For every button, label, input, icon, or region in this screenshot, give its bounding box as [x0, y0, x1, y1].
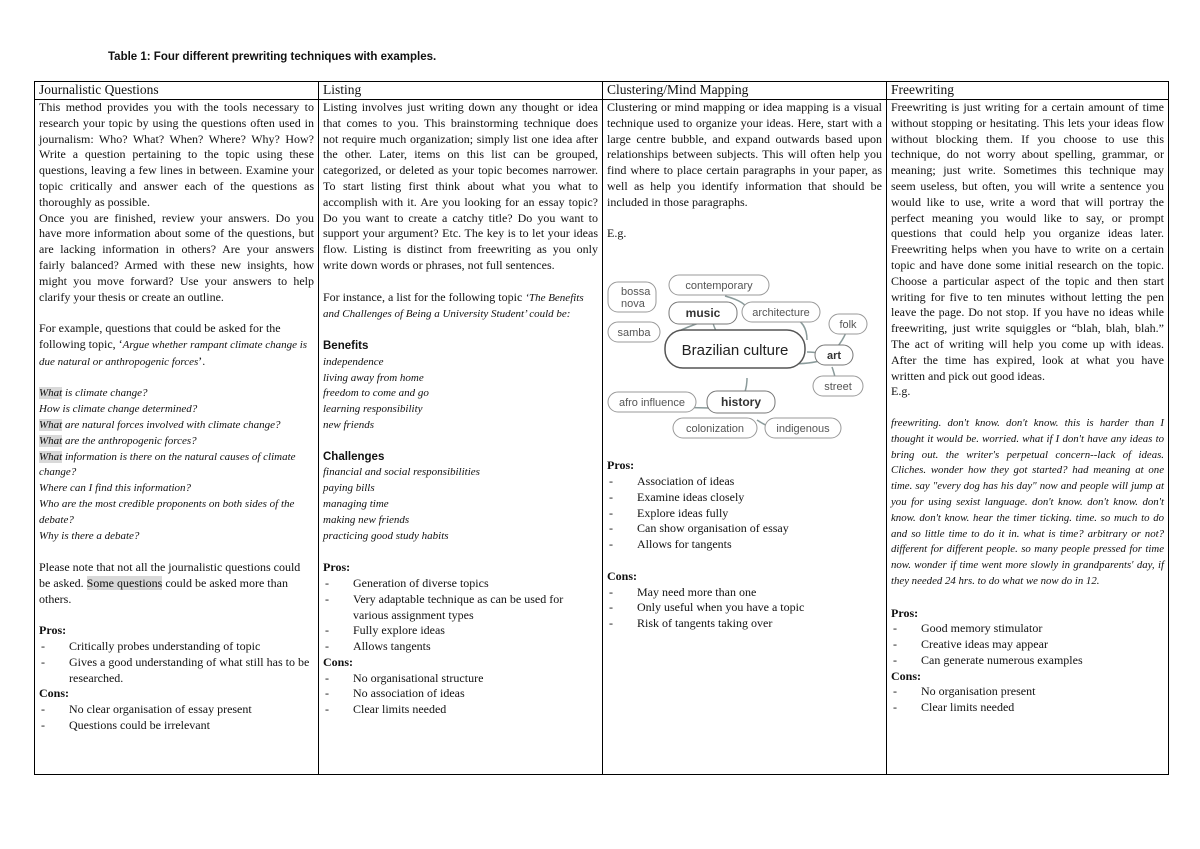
- listing-cell: [319, 100, 603, 775]
- pros-list: [607, 474, 882, 553]
- list-item: - Very adaptable technique as can be used for various assignment types: [323, 592, 598, 624]
- journalistic-example: For example, questions that could be asked for the following topic, ‘Argue whether rampant climate change is due natural or anthropogenic forces’.: [39, 321, 308, 368]
- question-list: [39, 386, 314, 544]
- list-item: - Only useful when you have a topic: [607, 600, 882, 616]
- cons-label: Cons:: [891, 668, 922, 683]
- list-item: living away from home: [323, 371, 424, 384]
- list-item: - No association of ideas: [323, 686, 598, 702]
- list-item: paying bills: [323, 482, 375, 495]
- node-indigenous: indigenous: [776, 423, 830, 436]
- benefits-label: Benefits: [323, 339, 369, 352]
- cons-list: [323, 671, 598, 718]
- list-item: - Questions could be irrelevant: [39, 718, 314, 734]
- list-item: independence: [323, 355, 384, 368]
- cons-label: Cons:: [323, 654, 354, 669]
- header-freewriting: Freewriting: [887, 82, 1169, 100]
- question-item: What is climate change?: [39, 387, 148, 400]
- question-item: What are the anthropogenic forces?: [39, 434, 197, 447]
- pros-list: [39, 639, 314, 686]
- question-item: Why is there a debate?: [39, 529, 140, 542]
- pros-list: [323, 576, 598, 655]
- question-item: What information is there on the natural causes of climate change?: [39, 450, 296, 479]
- list-item: new friends: [323, 418, 375, 431]
- list-item: - Generation of diverse topics: [323, 576, 598, 592]
- list-item: - Good memory stimulator: [891, 621, 1164, 637]
- node-art: art: [826, 350, 842, 363]
- list-item: financial and social responsibilities: [323, 466, 480, 479]
- mind-map-diagram: [607, 272, 879, 442]
- list-item: - May need more than one: [607, 585, 882, 601]
- list-item: - Clear limits needed: [891, 700, 1164, 716]
- header-journalistic: Journalistic Questions: [35, 82, 319, 100]
- list-item: - Allows tangents: [323, 639, 598, 655]
- list-item: freedom to come and go: [323, 387, 429, 400]
- list-item: managing time: [323, 497, 389, 510]
- node-nova: nova: [621, 298, 645, 311]
- question-item: Who are the most credible proponents on both sides of the debate?: [39, 497, 295, 526]
- header-listing: Listing: [319, 82, 603, 100]
- pros-label: Pros:: [891, 605, 919, 620]
- freewriting-eg: E.g.: [891, 384, 911, 399]
- node-samba: samba: [617, 327, 651, 340]
- node-architecture: architecture: [752, 307, 810, 320]
- question-item: What are natural forces involved with climate change?: [39, 418, 281, 431]
- node-colonization: colonization: [685, 423, 745, 436]
- challenges-label: Challenges: [323, 450, 385, 463]
- node-history: history: [720, 395, 762, 410]
- freewriting-intro: Freewriting is just writing for a certain amount of time without stopping or hesitating. This lets your ideas flow without blocking them. If you choose to use this technique, do not worry about spelling, grammar, or meaning; just write. Sometimes this technique may seem useless, but often, you will write a sentence you would like to use, write a word that will portray the perfect meaning you would like to say, or prompt questions that could help you organize ideas later. Freewriting helps when you have to write on a certain topic and have done some initial research on the topic. Choose a particular aspect of the topic and then start writing for five to ten minutes without letting the pen leave the page. Do not stop. If you have no ideas while freewriting, just write squiggles or “blah, blah, blah.” The act of writing will help you come up with ideas. After the time has expired, look at what you have written and pick out good ideas.: [891, 100, 1164, 383]
- clustering-eg: E.g.: [607, 226, 627, 241]
- list-item: - No clear organisation of essay present: [39, 702, 314, 718]
- node-contemporary: contemporary: [685, 280, 753, 293]
- cons-list: [39, 702, 314, 734]
- header-row: [35, 82, 1169, 100]
- node-bossa: bossa: [621, 286, 651, 299]
- content-row: [35, 100, 1169, 775]
- listing-intro: Listing involves just writing down any thought or idea that comes to you. This brainstorming technique does not require much organization; simply list one idea after the other. Later, items on this list can be grouped, categorized, or deleted as your topic becomes narrower. To start listing first think about what you what to accomplish with it. Are you looking for an essay topic? Do you want to create a catchy title? Do you want to support your argument? Etc. The key is to let your ideas flow. Listing is distinct from freewriting as you only write down words or phrases, not full sentences.: [323, 100, 598, 272]
- list-item: - Critically probes understanding of topic: [39, 639, 314, 655]
- list-item: - Can show organisation of essay: [607, 521, 882, 537]
- list-item: - Clear limits needed: [323, 702, 598, 718]
- list-item: - Risk of tangents taking over: [607, 616, 882, 632]
- header-clustering: Clustering/Mind Mapping: [603, 82, 887, 100]
- journalistic-cell: [35, 100, 319, 775]
- cons-label: Cons:: [39, 686, 70, 701]
- prewriting-table: [34, 81, 1169, 775]
- question-item: How is climate change determined?: [39, 403, 198, 416]
- node-street: street: [824, 381, 852, 394]
- list-item: - Fully explore ideas: [323, 623, 598, 639]
- clustering-intro: Clustering or mind mapping or idea mapping is a visual technique used to organize your ideas. Here, start with a large centre bubble, and expand outwards based upon relationships between subjects. This will often help you find where to place certain paragraphs in your paper, as well as help you identify information that should be included in those paragraphs.: [607, 100, 882, 209]
- freewriting-cell: [887, 100, 1169, 775]
- list-item: learning responsibility: [323, 403, 423, 416]
- node-brazilian-culture: Brazilian culture: [681, 342, 789, 360]
- pros-label: Pros:: [323, 560, 351, 575]
- clustering-cell: [603, 100, 887, 775]
- cons-list: [891, 684, 1164, 716]
- question-item: Where can I find this information?: [39, 482, 192, 495]
- mind-map: [607, 272, 882, 442]
- list-item: - Explore ideas fully: [607, 506, 882, 522]
- node-folk: folk: [839, 319, 857, 332]
- table-caption: Table 1: Four different prewriting techniques with examples.: [108, 51, 437, 63]
- listing-instance: For instance, a list for the following topic ‘The Benefits and Challenges of Being a University Student’ could be:: [323, 289, 584, 321]
- list-item: practicing good study habits: [323, 529, 449, 542]
- example-topic: Argue whether rampant climate change is due natural or anthropogenic forces: [39, 338, 308, 368]
- list-item: - Examine ideas closely: [607, 490, 882, 506]
- cons-label: Cons:: [607, 568, 638, 583]
- node-music: music: [685, 306, 721, 321]
- cons-list: [607, 585, 882, 632]
- list-item: - Association of ideas: [607, 474, 882, 490]
- pros-label: Pros:: [607, 458, 635, 473]
- list-item: - No organisational structure: [323, 671, 598, 687]
- list-item: - Can generate numerous examples: [891, 653, 1164, 669]
- pros-list: [891, 621, 1164, 668]
- list-item: - Gives a good understanding of what still has to be researched.: [39, 655, 314, 687]
- pros-label: Pros:: [39, 623, 67, 638]
- list-item: - No organisation present: [891, 684, 1164, 700]
- node-afro-influence: afro influence: [618, 397, 686, 410]
- freewriting-sample: freewriting. don't know. don't know. this is harder than I thought it would be. worried. what if I don't have any ideas to bring out. the writer's perpetual concern--lack of ideas. Cliches. wonder how they got started? had meaning at one time. say "every dog has his day" now and people will jump at you for using sexist language. don't know. don't know. don't know. don't know. hear the timer ticking. time. so much to do and so little time to do it in. what is time? arbitrary or not? different for different people. so many people pressed for time now. wonder if time went more slowly in grandparents' day, if they needed 24 hrs. to do what we now do in 12.: [891, 416, 1164, 587]
- journalistic-intro: This method provides you with the tools necessary to research your topic by using the questions often used in journalism: Who? What? When? Where? Why? How? Write a question pertaining to the topic using these questions, leaving a few lines in between. Examine your topic critically and answer each of the questions as thoroughly as possible.: [39, 100, 314, 209]
- list-item: - Allows for tangents: [607, 537, 882, 553]
- list-item: - Creative ideas may appear: [891, 637, 1164, 653]
- list-item: making new friends: [323, 513, 410, 526]
- journalistic-review: Once you are finished, review your answers. Do you have more information about some of the questions, but are lacking information in others? Are your answers fairly balanced? Armed with these new insights, how might you move forward? Use your answers to help clarify your thesis or create an outline.: [39, 210, 314, 304]
- journalistic-note: Please note that not all the journalistic questions could be asked. Some questions could be asked more than others.: [39, 560, 301, 606]
